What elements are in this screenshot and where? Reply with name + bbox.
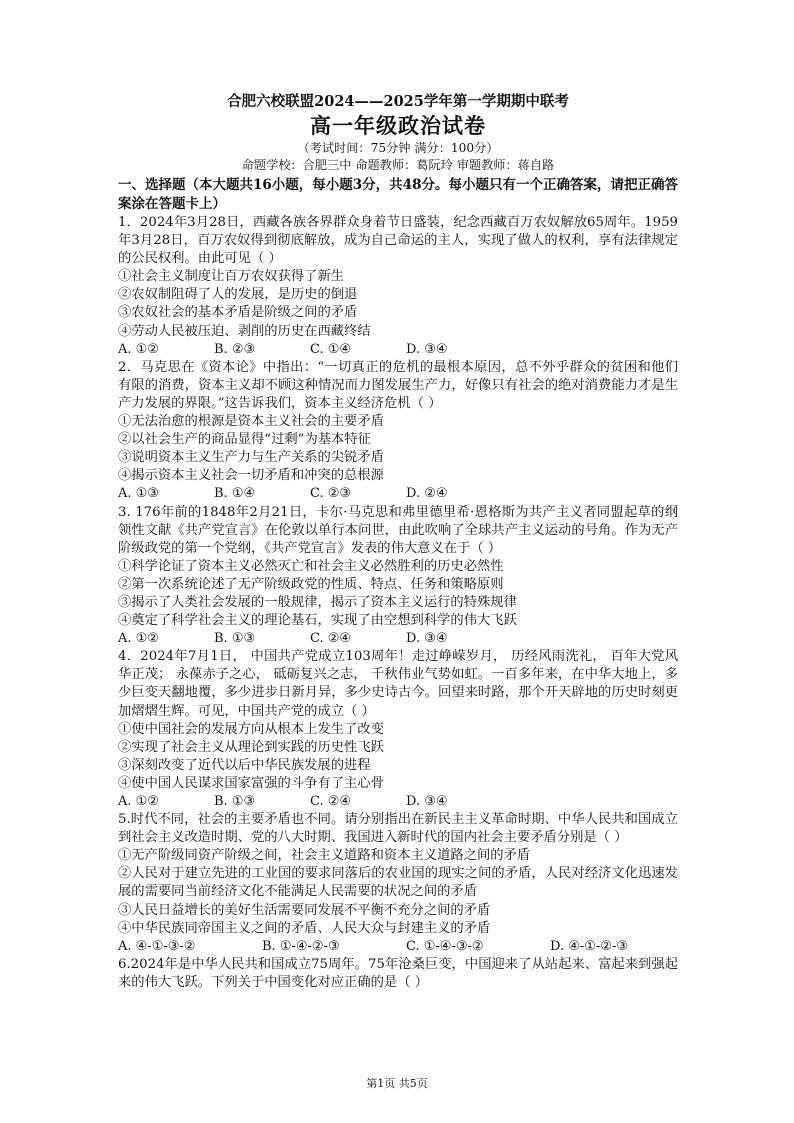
option-c: C. ②④ xyxy=(310,631,352,647)
question-5-item: ①无产阶级同资产阶级之间，社会主义道路和资本主义道路之间的矛盾 xyxy=(118,848,531,864)
option-c: C. ②③ xyxy=(310,486,352,502)
option-a: A. ①② xyxy=(118,341,159,357)
question-1-item: ③农奴社会的基本矛盾是阶级之间的矛盾 xyxy=(118,305,358,321)
question-3-item: ④奠定了科学社会主义的理论基石，实现了由空想到科学的伟大飞跃 xyxy=(118,613,517,629)
question-3-stem: 3. 176年前的1848年2月21日，卡尔·马克思和弗里德里希·恩格斯为共产主义者同盟起草的纲领性文献《共产党宣言》在伦敦以单行本问世，由此吹响了全球共产主义运动的号角。作为无产阶级政党的第一个党纲，《共产党宣言》发表的伟大意义在于（ ） xyxy=(118,504,678,556)
question-1-stem: 1．2024年3月28日，西藏各族各界群众身着节日盛装，纪念西藏百万农奴解放65周年。1959年3月28日，百万农奴得到彻底解放，成为自己命运的主人，实现了做人的权利，享有法律规定的公民权利。由此可见（ ） xyxy=(118,215,678,267)
option-d: D. ③④ xyxy=(406,631,448,647)
question-3-item: ②第一次系统论述了无产阶级政党的性质、特点、任务和策略原则 xyxy=(118,576,504,592)
question-4-item: ④使中国人民谋求国家富强的斗争有了主心骨 xyxy=(118,775,384,791)
question-2-item: ②以社会生产的商品显得“过剩”为基本特征 xyxy=(118,432,371,448)
question-1-item: ④劳动人民被压迫、剥削的历史在西藏终结 xyxy=(118,323,371,339)
exam-time: （考试时间：75分钟 满分：100分） xyxy=(297,141,499,155)
exam-authors: 命题学校：合肥三中 命题教师：葛阮玲 审题教师：蒋自路 xyxy=(241,158,555,172)
option-d: D. ③④ xyxy=(406,341,448,357)
question-5-stem: 5.时代不同，社会的主要矛盾也不同。请分别指出在新民主主义革命时期、中华人民共和国成立到社会主义改造时期、党的八大时期、我国进入新时代的国内社会主要矛盾分别是（ ） xyxy=(118,812,678,846)
exam-header-line: 合肥六校联盟2024——2025学年第一学期期中联考 xyxy=(227,93,569,110)
option-b: B. ②③ xyxy=(214,341,256,357)
question-5-options xyxy=(118,938,678,956)
option-d: D. ②④ xyxy=(406,486,448,502)
question-5-item: ④中华民族同帝国主义之间的矛盾、人民大众与封建主义的矛盾 xyxy=(118,920,491,936)
page-footer: 第1页 共5页 xyxy=(366,1077,428,1090)
option-a: A. ①② xyxy=(118,631,159,647)
option-c: C. ②④ xyxy=(310,794,352,809)
option-b: B. ①-④-②-③ xyxy=(262,938,340,954)
question-4-options xyxy=(118,793,678,811)
option-b: B. ①④ xyxy=(214,486,256,502)
question-4-stem: 4．2024年7月1日， 中国共产党成立103周年！走过峥嵘岁月， 历经风雨洗礼， 百年大党风华正茂； 永葆赤子之心， 砥砺复兴之志， 千秋伟业气势如虹。一百多年来，在中华大地上，多少巨变天翻地覆，多少进步日新月异，多少史诗古今。回望来时路，那个开天辟地的历史时刻更加熠熠生辉。可见，中国共产党的成立（ ） xyxy=(118,649,678,719)
question-2-stem: 2．马克思在《资本论》中指出：“一切真正的危机的最根本原因，总不外乎群众的贫困和他们有限的消费，资本主义却不顾这种情况而力图发展生产力，好像只有社会的绝对消费能力才是生产力发展的界限。”这告诉我们，资本主义经济危机（ ） xyxy=(118,359,678,411)
question-4-item: ①使中国社会的发展方向从根本上发生了改变 xyxy=(118,721,384,737)
question-1-item: ②农奴制阻碍了人的发展，是历史的倒退 xyxy=(118,287,358,303)
question-2-options xyxy=(118,485,678,503)
question-1-item: ①社会主义制度让百万农奴获得了新生 xyxy=(118,269,345,285)
question-5-item: ②人民对于建立先进的工业国的要求同落后的农业国的现实之间的矛盾，人民对经济文化迅速发展的需要同当前经济文化不能满足人民需要的状况之间的矛盾 xyxy=(118,866,678,900)
option-d: D. ③④ xyxy=(406,794,448,809)
question-6-stem: 6.2024年是中华人民共和国成立75周年。75年沧桑巨变，中国迎来了从站起来、富起来到强起来的伟大飞跃。下列关于中国变化对应正确的是（ ） xyxy=(118,956,678,990)
option-a: A. ①③ xyxy=(118,486,159,502)
section-heading: 一、选择题（本大题共16小题，每小题3分，共48分。每小题只有一个正确答案，请把正确答案涂在答题卡上） xyxy=(118,177,678,212)
question-2-item: ③说明资本主义生产力与生产关系的尖锐矛盾 xyxy=(118,450,384,466)
question-2-item: ①无法治愈的根源是资本主义社会的主要矛盾 xyxy=(118,414,384,430)
option-b: B. ①③ xyxy=(214,631,256,647)
option-b: B. ①③ xyxy=(214,794,256,809)
option-a: A. ④-①-③-② xyxy=(118,938,196,954)
question-1-options xyxy=(118,341,678,359)
question-4-item: ②实现了社会主义从理论到实践的历史性飞跃 xyxy=(118,739,384,755)
question-2-item: ④揭示资本主义社会一切矛盾和冲突的总根源 xyxy=(118,468,384,484)
option-a: A. ①② xyxy=(118,794,159,809)
option-d: D. ④-①-②-③ xyxy=(550,938,629,954)
exam-title: 高一年级政治试卷 xyxy=(310,113,486,138)
question-4-item: ③深刻改变了近代以后中华民族发展的进程 xyxy=(118,757,371,773)
option-c: C. ①④ xyxy=(310,341,352,357)
question-3-item: ③揭示了人类社会发展的一般规律，揭示了资本主义运行的特殊规律 xyxy=(118,594,517,610)
option-c: C. ①-④-③-② xyxy=(406,938,484,954)
question-3-options xyxy=(118,630,678,648)
question-5-item: ③人民日益增长的美好生活需要同发展不平衡不充分之间的矛盾 xyxy=(118,902,491,918)
exam-page xyxy=(118,92,678,992)
question-3-item: ①科学论证了资本主义必然灭亡和社会主义必然胜利的历史必然性 xyxy=(118,558,504,574)
